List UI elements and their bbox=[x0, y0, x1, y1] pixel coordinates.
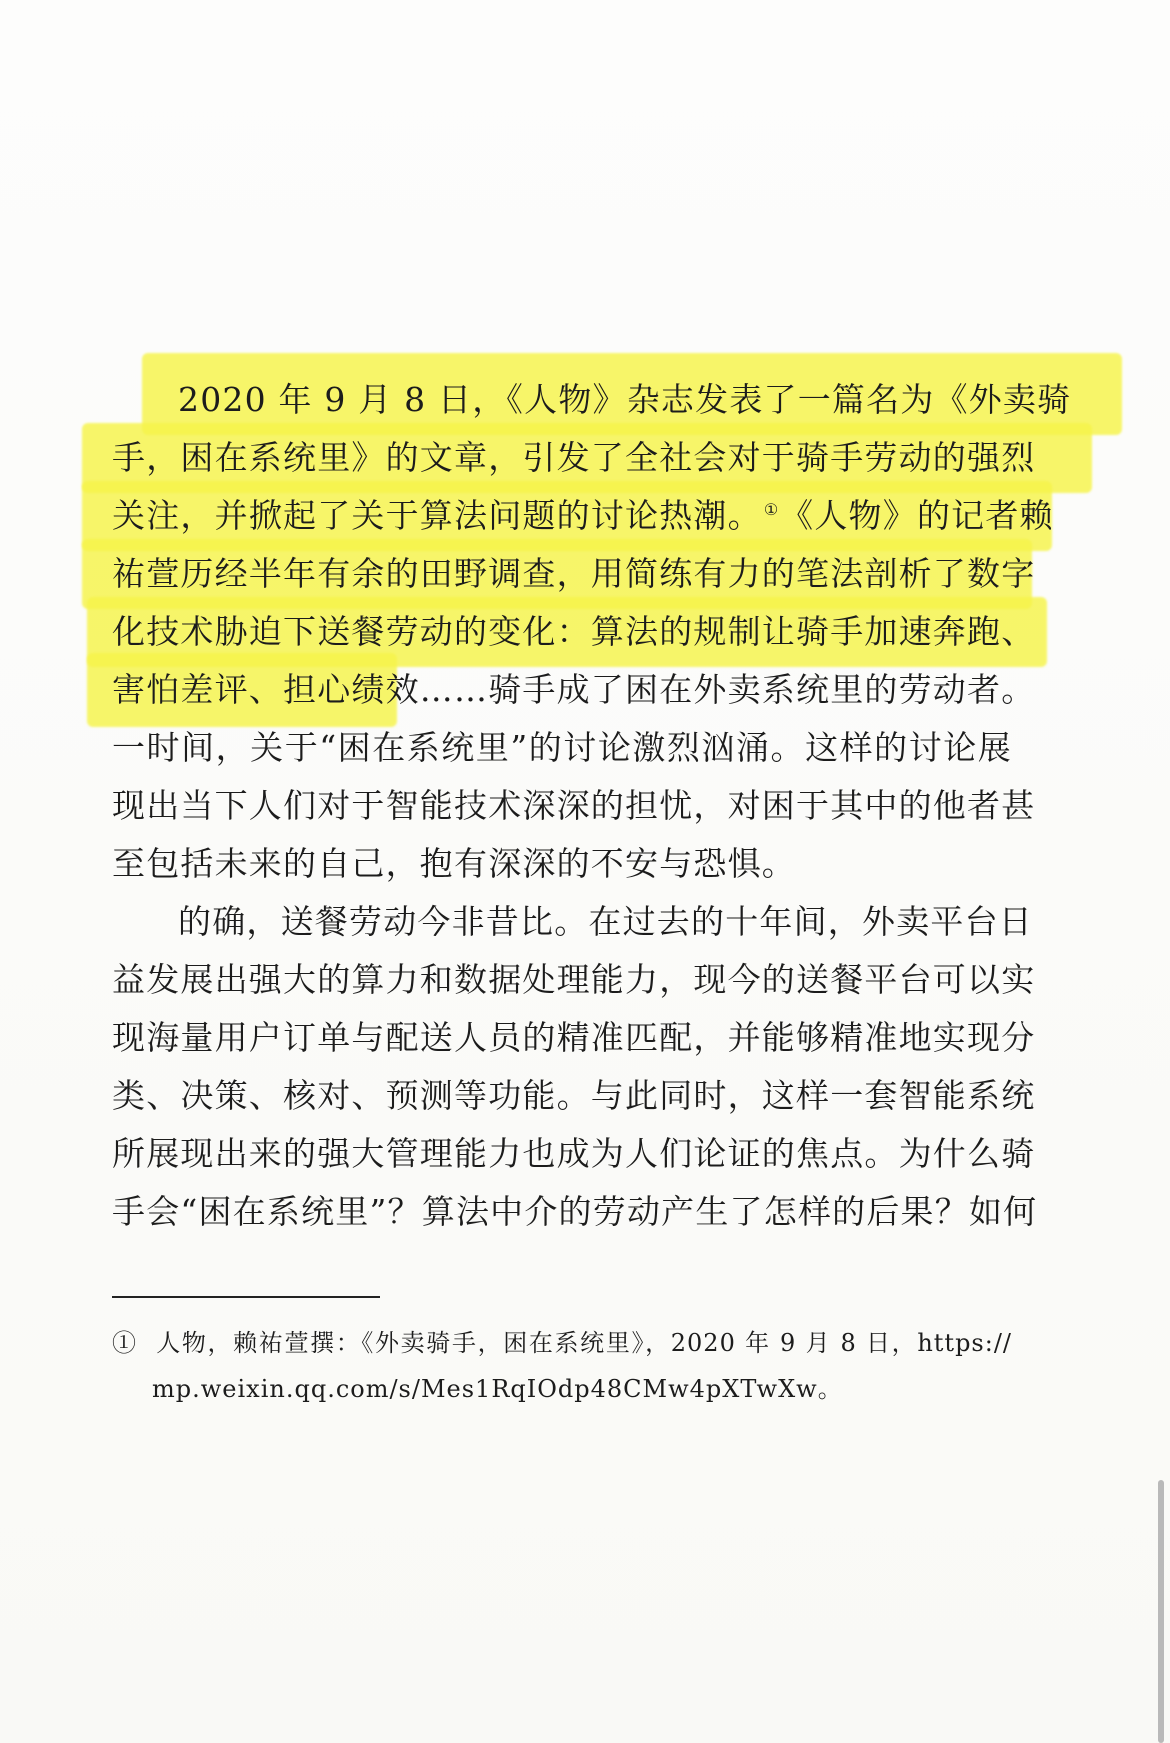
footnote-reference[interactable]: ① bbox=[763, 500, 779, 519]
paragraph-1-line-7: 一时间，关于“困在系统里”的讨论激烈汹涌。这样的讨论展 bbox=[112, 728, 1012, 767]
scrollbar[interactable] bbox=[1158, 1480, 1164, 1743]
footnote-line-1 bbox=[112, 1320, 1012, 1366]
paragraph-2-line-6: 手会“困在系统里”？算法中介的劳动产生了怎样的后果？如何 bbox=[112, 1192, 1038, 1231]
paragraph-2-line-1: 的确，送餐劳动今非昔比。在过去的十年间，外卖平台日 bbox=[178, 902, 1033, 941]
paragraph-2-line-5: 所展现出来的强大管理能力也成为人们论证的焦点。为什么骑 bbox=[112, 1134, 1036, 1173]
paragraph-2-line-2: 益发展出强大的算力和数据处理能力，现今的送餐平台可以实 bbox=[112, 960, 1036, 999]
paragraph-1-line-9: 至包括未来的自己，抱有深深的不安与恐惧。 bbox=[112, 844, 796, 883]
paragraph-1-line-2: 手，困在系统里》的文章，引发了全社会对于骑手劳动的强烈 bbox=[112, 429, 1012, 487]
footnote-url[interactable]: mp.weixin.qq.com/s/Mes1RqIOdp48CMw4pXTwXw。 bbox=[152, 1375, 843, 1403]
footnote bbox=[112, 1320, 1012, 1412]
body-text bbox=[112, 371, 1072, 1241]
paragraph-1-line-4: 祐萱历经半年有余的田野调查，用简练有力的笔法剖析了数字 bbox=[112, 545, 1012, 603]
footnote-mark: ① bbox=[112, 1329, 138, 1357]
footnote-text: 人物，赖祐萱撰：《外卖骑手，困在系统里》，2020 年 9 月 8 日，https:// bbox=[156, 1329, 1013, 1357]
paragraph-1-line-5: 化技术胁迫下送餐劳动的变化：算法的规制让骑手加速奔跑、 bbox=[112, 603, 1012, 661]
paragraph-2-line-4: 类、决策、核对、预测等功能。与此同时，这样一套智能系统 bbox=[112, 1076, 1036, 1115]
paragraph-1-line-8: 现出当下人们对于智能技术深深的担忧，对困于其中的他者甚 bbox=[112, 786, 1036, 825]
paragraph-1-line-1: 2020 年 9 月 8 日，《人物》杂志发表了一篇名为《外卖骑 bbox=[112, 371, 1012, 429]
footnote-line-2 bbox=[112, 1366, 1012, 1412]
paragraph-2-line-3: 现海量用户订单与配送人员的精准匹配，并能够精准地实现分 bbox=[112, 1018, 1036, 1057]
paragraph-1-line-6: 害怕差评、担心绩效……骑手成了困在外卖系统里的劳动者。 bbox=[112, 661, 1012, 719]
paragraph-1-line-3: 关注，并掀起了关于算法问题的讨论热潮。 ①《人物》的记者赖 bbox=[112, 487, 1012, 545]
footnote-divider bbox=[112, 1296, 380, 1298]
